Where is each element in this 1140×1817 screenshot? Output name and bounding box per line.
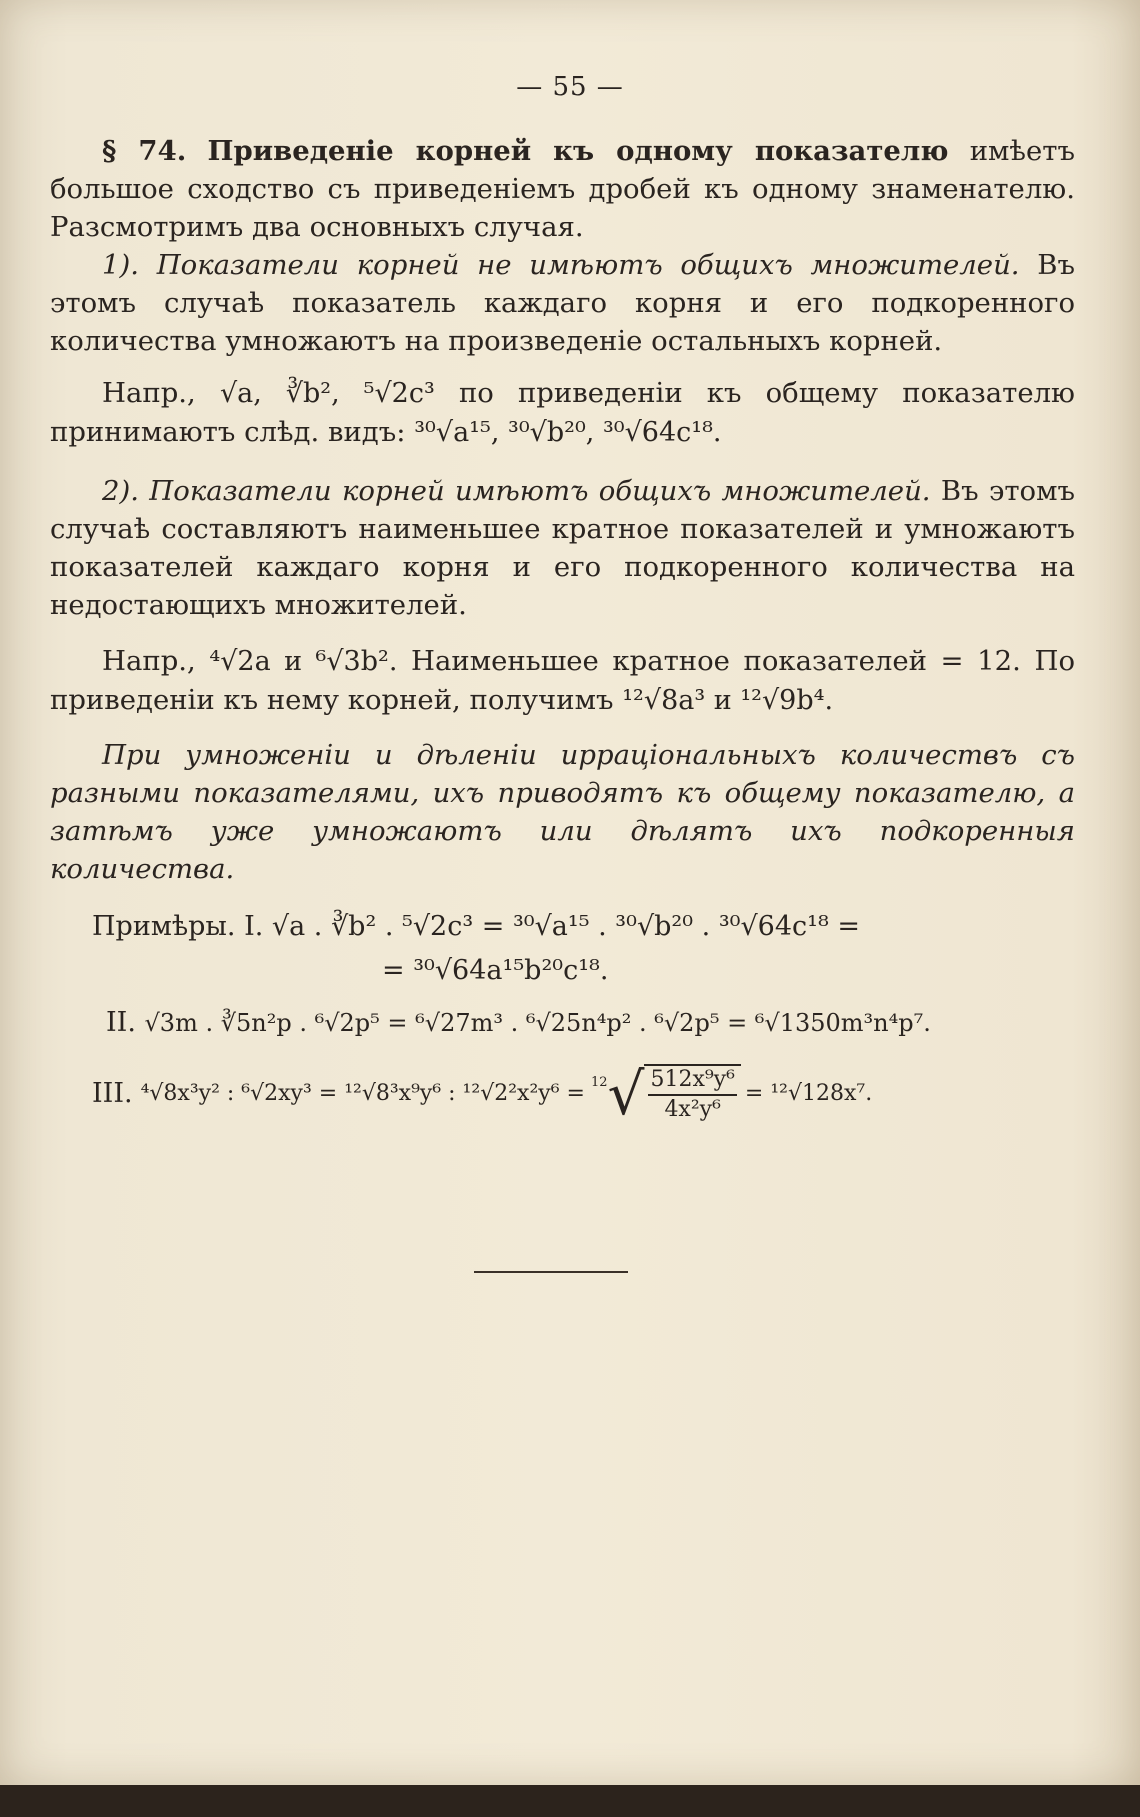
example-I-row-2 [92, 952, 1092, 990]
example-II-row [92, 1004, 1092, 1042]
example-III-row [92, 1060, 1092, 1128]
example-2-middle: Наименьшее кратное показателей = 12. По приведеніи къ нему корней, получимъ [50, 645, 1076, 716]
page-number: — 55 — [516, 72, 624, 102]
example-2 [50, 642, 1075, 720]
example-2-roots: ⁴√2a и ⁶√3b². [209, 646, 398, 677]
fraction-numerator: 512x⁹y⁶ [648, 1066, 736, 1096]
example-III-big-root [590, 1060, 741, 1128]
page-bottom-edge [0, 1785, 1140, 1817]
example-1-middle: по приведеніи къ общему показателю принимаютъ слѣд. видъ: [50, 377, 1075, 448]
example-1-lead: Напр., [102, 377, 196, 409]
example-I-line-1: √a . ∛b² . ⁵√2c³ = ³⁰√a¹⁵ . ³⁰√b²⁰ . ³⁰√64c¹⁸ = [271, 911, 861, 942]
case-1-label: 1). Показатели корней не имѣютъ общихъ множителей. [102, 249, 1020, 281]
case-2 [50, 472, 1075, 624]
example-III-label: III. [92, 1078, 133, 1109]
example-II-label: II. [106, 1007, 136, 1038]
example-I-label: I. [244, 911, 264, 942]
case-1-text: Въ этомъ случаѣ показатель каждаго корня и его подкоренного количества умножаютъ на произведеніе остальныхъ корней. [50, 249, 1075, 357]
section-intro-text: имѣетъ большое сходство съ приведеніемъ дробей къ одному знаменателю. Разсмотримъ два основныхъ случая. [50, 135, 1075, 243]
end-rule [474, 1271, 628, 1273]
example-1 [50, 374, 1075, 452]
example-I-line-2: = ³⁰√64a¹⁵b²⁰c¹⁸. [382, 955, 609, 986]
examples-title: Примѣры. [92, 911, 236, 942]
examples-block [92, 908, 1092, 1128]
example-2-lead: Напр., [102, 645, 196, 677]
case-2-label: 2). Показатели корней имѣютъ общихъ множителей. [102, 475, 931, 507]
rule-paragraph [50, 736, 1075, 888]
section-number: § 74. [102, 135, 187, 167]
rule-text: При умноженіи и дѣленіи ирраціональныхъ количествъ съ разными показателями, ихъ приводятъ къ общему показателю, а затѣмъ уже умножаютъ или дѣлятъ ихъ подкоренныя количества. [50, 739, 1075, 885]
radical-sign-icon: √ [607, 1060, 645, 1128]
section-heading: Приведеніе корней къ одному показателю [207, 135, 949, 167]
example-III-line-b: = ¹²√128x⁷. [744, 1081, 873, 1106]
fraction-denominator: 4x²y⁶ [664, 1097, 721, 1122]
fraction [644, 1064, 740, 1124]
example-1-roots: √a, ∛b², ⁵√2c³ [219, 378, 435, 409]
root-index-12: 12 [590, 1075, 608, 1090]
case-2-text: Въ этомъ случаѣ составляютъ наименьшее кратное показателей и умножаютъ показателей каждаго корня и его подкоренного количества на недостающихъ множителей. [50, 475, 1075, 621]
section-intro [50, 132, 1075, 246]
example-1-result: ³⁰√a¹⁵, ³⁰√b²⁰, ³⁰√64c¹⁸. [414, 417, 722, 448]
example-I-row [92, 908, 1092, 946]
example-II-line: √3m . ∛5n²p . ⁶√2p⁵ = ⁶√27m³ . ⁶√25n⁴p² . ⁶√2p⁵ = ⁶√1350m³n⁴p⁷. [144, 1009, 931, 1037]
example-2-result: ¹²√8a³ и ¹²√9b⁴. [622, 685, 834, 716]
example-III-line-a: ⁴√8x³y² : ⁶√2xy³ = ¹²√8³x⁹y⁶ : ¹²√2²x²y⁶ = [140, 1081, 585, 1106]
case-1 [50, 246, 1075, 360]
